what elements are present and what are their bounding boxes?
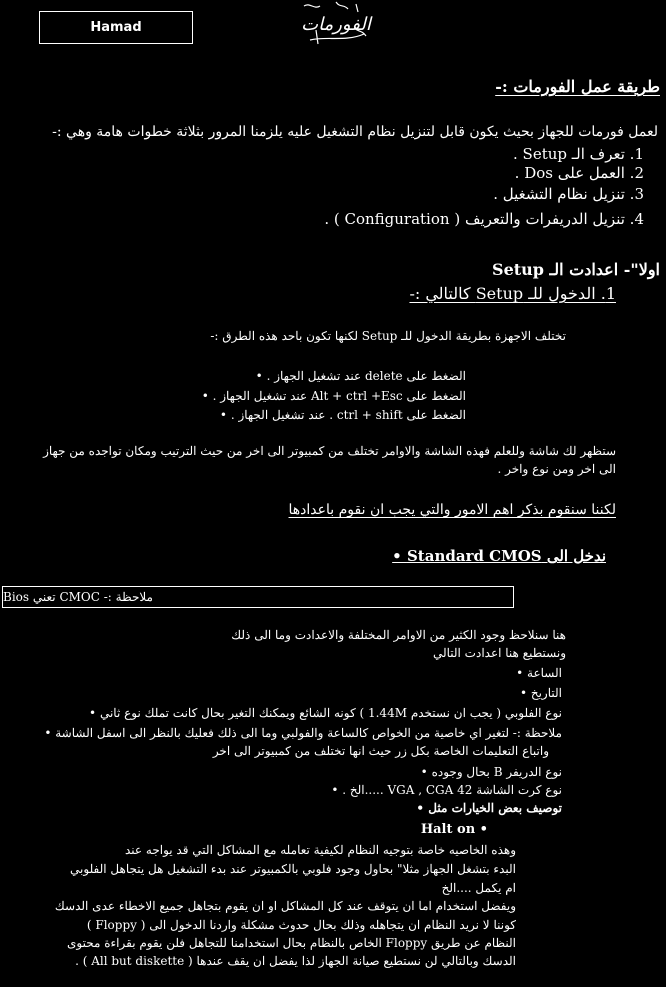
halt-line-4: ويفضل استخدام اما ان يتوقف عند كل المشاكل او ان يقوم بتجاهل جميع الاخطاء عدى الدسك bbox=[54, 899, 516, 913]
step-3: 3. تنزيل نظام التشغيل . bbox=[493, 185, 644, 203]
cmos-item-options: توصيف بعض الخيارات مثل • bbox=[416, 800, 562, 816]
cmos-item-note: ملاحظة :- لتغير اي خاصية من الخواص كالساعة والفولبي وما الى ذلك فعليك بالنظر الى اسفل الشاشة • bbox=[44, 725, 562, 741]
step-2: 2. العمل على Dos . bbox=[514, 164, 644, 182]
method-1: الضغط على delete عند تشغيل الجهاز . • bbox=[256, 368, 466, 384]
name-box bbox=[39, 11, 193, 44]
halt-on-heading: Halt on • bbox=[421, 822, 488, 837]
halt-line-1: وهذه الخاصيه خاصة بتوجيه النظام لكيفية تعامله مع المشاكل التي قد يواجه عند bbox=[125, 843, 516, 857]
cmos-item-date: التاريخ • bbox=[520, 685, 562, 701]
cmos-intro-1: هنا سنلاحظ وجود الكثير من الاوامر المختلفة والاعدادت وما الى ذلك bbox=[231, 628, 566, 642]
name-text: Hamad bbox=[90, 20, 142, 35]
section1-subheading: 1. الدخول للـ Setup كالتالي :- bbox=[409, 284, 616, 303]
section1-para-line2: الى اخر ومن نوع واخر . bbox=[497, 462, 616, 476]
cmos-item-driver: نوع الدريفر B بحال وجوده • bbox=[421, 764, 562, 780]
underlined-note: لكننا سنقوم بذكر اهم الامور والتي يجب ان نقوم باعدادها bbox=[288, 502, 616, 518]
halt-line-2: البدء بتشغل الجهاز مثلا" بحاول وجود فلوبي بالكمبيوتر عند بدء التشغيل هل يتجاهل الفلوبي bbox=[70, 862, 516, 876]
step-1: 1. تعرف الـ Setup . bbox=[513, 145, 644, 163]
cmos-item-floppy: نوع الفلوبي ( يجب ان نستخدم 1.44M ) كونه الشائع ويمكنك التغير بحال كانت تملك نوع ثاني • bbox=[89, 705, 562, 721]
cmos-item-note-cont: واتباع التعليمات الخاصة بكل زر حيث انها تختلف من كمبيوتر الى اخر bbox=[212, 744, 549, 758]
cmos-item-video-card: نوع كرت الشاشة VGA , CGA 42 .....الخ . • bbox=[331, 782, 562, 798]
section1-heading: اولا"- اعدادت الـ Setup bbox=[492, 260, 660, 279]
note-text: ملاحظة :- CMOC تعني Bios bbox=[3, 590, 153, 604]
method-2: الضغط على Alt + ctrl +Esc عند تشغيل الجهاز . • bbox=[202, 388, 466, 404]
method-3: الضغط على ctrl + shift . عند تشغيل الجهاز . • bbox=[220, 407, 466, 423]
cmos-intro-2: ونستطيع هنا اعدادت التالي bbox=[432, 646, 566, 660]
intro-text: لعمل فورمات للجهاز بحيث يكون قابل لتنزيل نظام التشغيل عليه يلزمنا المرور بثلاثة خطوات هامة وهي :- bbox=[52, 124, 658, 140]
cmos-item-clock: الساعة • bbox=[516, 665, 562, 681]
step-4: 4. تنزيل الدريفرات والتعريف ( Configuration ) . bbox=[324, 210, 644, 228]
halt-line-3: ام يكمل ....الخ bbox=[441, 881, 516, 895]
section1-para-line1: ستظهر لك شاشة وللعلم فهذه الشاشة والاوامر تختلف من كمبيوتر الى اخر من حيث الترتيب ومكان تواجده من جهاز bbox=[43, 444, 616, 458]
halt-line-5: ( Floppy ) كوننا لا نريد النظام ان يتجاهله وذلك بحال حدوث مشكلة واردنا الدخول الى bbox=[86, 918, 516, 932]
note-box bbox=[2, 586, 514, 608]
halt-line-7: الدسك وبالتالي لن نستطيع صيانة الجهاز لذا يفضل ان يقف عندها ( All but diskette ) . bbox=[75, 954, 516, 968]
standard-cmos-heading: ندخل الى Standard CMOS • bbox=[392, 547, 606, 565]
halt-line-6: النظام عن طريق Floppy الخاص بالنظام بحال استخدامنا للتجاهل فلن يقوم بقراءة محتوى bbox=[67, 936, 516, 950]
logo-text: الفورمات bbox=[301, 14, 371, 35]
section1-desc: تختلف الاجهزة بطريقة الدخول للـ Setup لكنها تكون باحد هذه الطرق :- bbox=[210, 329, 566, 343]
page-title: طريقة عمل الفورمات :- bbox=[495, 77, 660, 96]
